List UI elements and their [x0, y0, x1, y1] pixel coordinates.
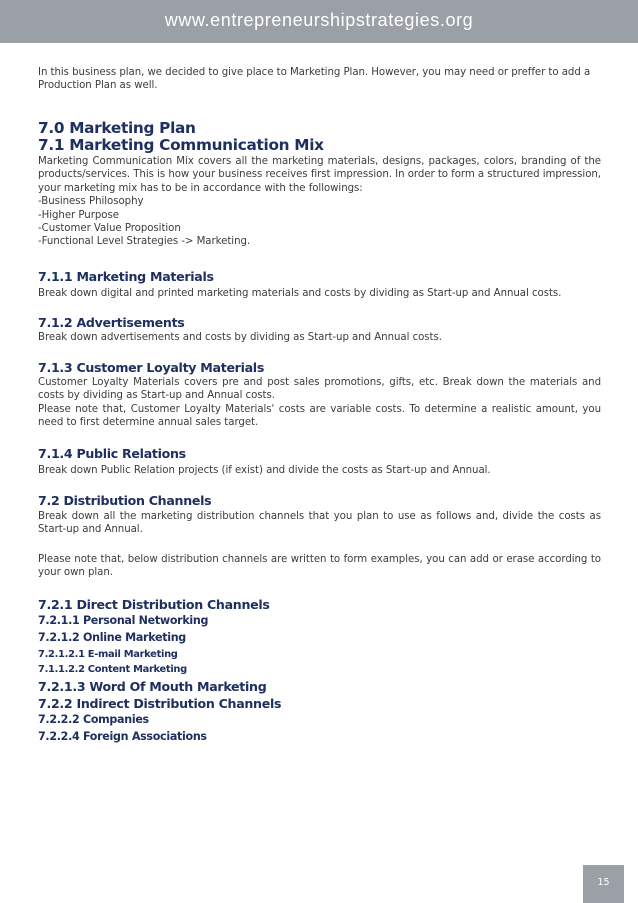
section-7-1-body — [38, 155, 601, 249]
list-item: -Higher Purpose — [38, 209, 119, 221]
heading-7-2-1-1: 7.2.1.1 Personal Networking — [38, 614, 209, 627]
section-7-1-3-body — [38, 376, 601, 430]
heading-7-2-2-2: 7.2.2.2 Companies — [38, 713, 149, 726]
heading-7-2-2-4: 7.2.2.4 Foreign Associations — [38, 730, 207, 743]
heading-7-0: 7.0 Marketing Plan — [38, 119, 196, 137]
heading-7-1-1-2-2: 7.1.1.2.2 Content Marketing — [38, 664, 187, 675]
heading-7-2-2: 7.2.2 Indirect Distribution Channels — [38, 696, 282, 711]
section-7-1-3-paragraph-1: Customer Loyalty Materials covers pre and post sales promotions, gifts, etc. Break down the materials and costs by dividing as Start-up and Annual costs. — [38, 377, 601, 402]
heading-7-2-1-2-1: 7.2.1.2.1 E-mail Marketing — [38, 649, 178, 660]
intro-paragraph: In this business plan, we decided to give place to Marketing Plan. However, you may need or preffer to add a Production Plan as well. — [38, 67, 591, 92]
list-item: -Customer Value Proposition — [38, 223, 181, 235]
heading-7-1-4: 7.1.4 Public Relations — [38, 446, 186, 461]
heading-7-2-1-2: 7.2.1.2 Online Marketing — [38, 631, 186, 644]
heading-7-1-3: 7.1.3 Customer Loyalty Materials — [38, 360, 265, 375]
page-number-badge — [583, 865, 624, 903]
heading-7-2: 7.2 Distribution Channels — [38, 493, 212, 508]
list-item: -Functional Level Strategies -> Marketing. — [38, 236, 251, 248]
site-header-banner — [0, 0, 638, 43]
heading-7-1-1: 7.1.1 Marketing Materials — [38, 269, 214, 284]
section-7-1-paragraph: Marketing Communication Mix covers all the marketing materials, designs, packages, colors, branding of the products/services. This is how your business receives first impression. In order to form a structured impression, your marketing mix has to be in accordance with the followings: — [38, 156, 601, 194]
page-number: 15 — [597, 877, 610, 888]
list-item: -Business Philosophy — [38, 196, 144, 208]
heading-7-1-2: 7.1.2 Advertisements — [38, 315, 185, 330]
section-7-2-paragraph-1: Break down all the marketing distribution channels that you plan to use as follows and, divide the costs as Start-up and Annual. — [38, 511, 601, 536]
section-7-2-paragraph-2: Please note that, below distribution channels are written to form examples, you can add or erase according to your own plan. — [38, 554, 601, 579]
section-7-1-1-paragraph: Break down digital and printed marketing materials and costs by dividing as Start-up and Annual costs. — [38, 288, 562, 299]
section-7-1-2-paragraph: Break down advertisements and costs by dividing as Start-up and Annual costs. — [38, 332, 442, 343]
section-7-1-3-paragraph-2: Please note that, Customer Loyalty Materials' costs are variable costs. To determine a realistic amount, you need to first determine annual sales target. — [38, 403, 601, 429]
website-url: www.entrepreneurshipstrategies.org — [164, 10, 474, 30]
section-7-1-4-paragraph: Break down Public Relation projects (if exist) and divide the costs as Start-up and Annual. — [38, 465, 491, 476]
heading-7-1: 7.1 Marketing Communication Mix — [38, 136, 324, 154]
heading-7-2-1: 7.2.1 Direct Distribution Channels — [38, 597, 270, 612]
heading-7-2-1-3: 7.2.1.3 Word Of Mouth Marketing — [38, 679, 267, 694]
